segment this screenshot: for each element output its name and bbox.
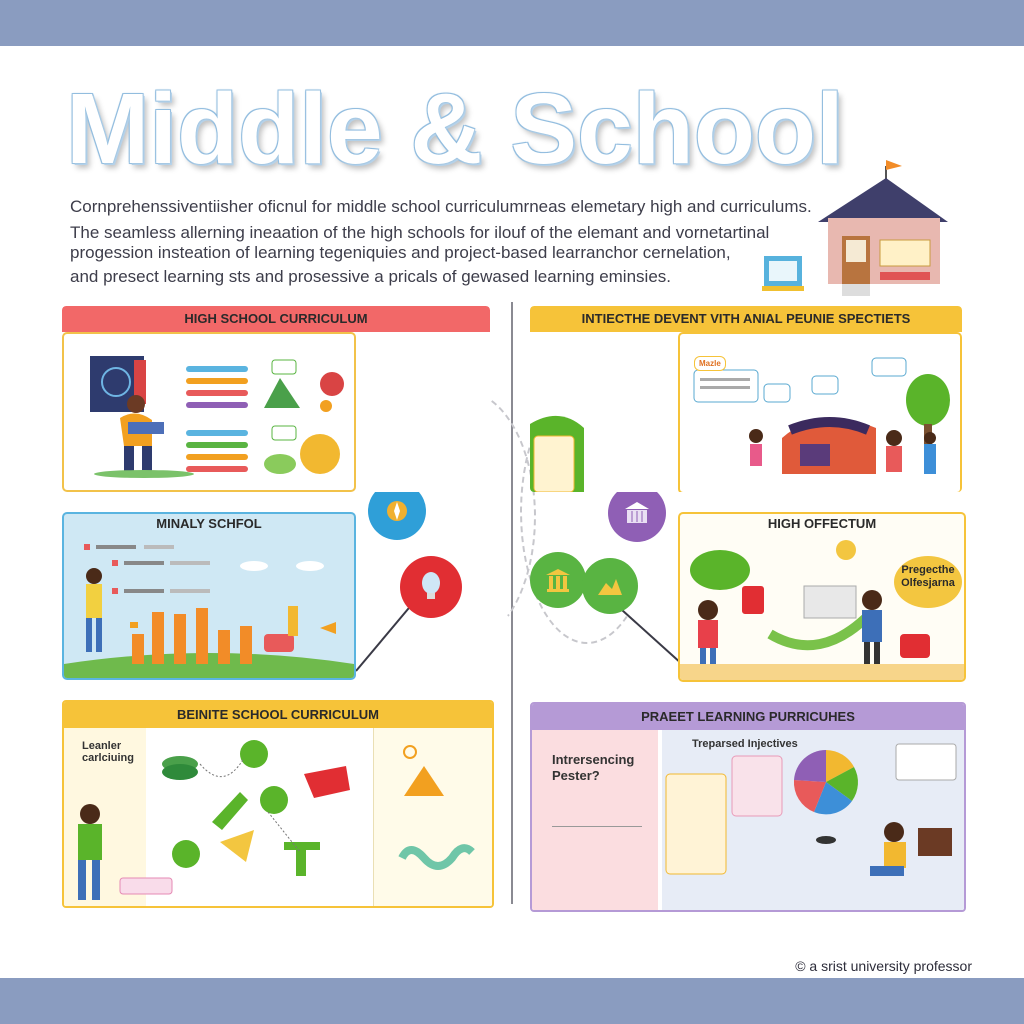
stripe: [186, 378, 248, 384]
speech-bubble: Pregecthe Olfesjarna: [901, 564, 955, 589]
right-column: [662, 730, 964, 910]
building-icon: [608, 484, 666, 542]
student-with-books-illustration: [64, 334, 354, 484]
panel-header: INTIECTHE DEVENT VITH ANIAL PEUNIE SPECTIETS: [530, 306, 962, 332]
bar: [240, 626, 252, 664]
panel-high-school-curriculum: [62, 306, 490, 492]
panel-header: PRAEET LEARNING PURRICUHES: [532, 704, 964, 730]
bottom-band: [0, 978, 1024, 1024]
bar: [152, 612, 164, 664]
bar: [196, 608, 208, 664]
lightbulb-icon: [400, 556, 462, 618]
flag-icon: [886, 160, 902, 170]
side-title: Leanler carlciuing: [82, 740, 134, 764]
bar-chart-illustration: [64, 514, 354, 678]
intro-line: The seamless allerning ineaation of the high schools for ilouf of the elemant and vornetartinal: [70, 223, 770, 242]
intro-line: Cornprehenssiventiisher oficnul for middle school curriculumrneas elemetary high and curriculums.: [70, 197, 812, 216]
bar: [218, 630, 230, 664]
panel-header: BEINITE SCHOOL CURRICULUM: [64, 702, 492, 728]
stripe: [186, 454, 248, 460]
left-column: [532, 730, 658, 910]
stripe: [186, 442, 248, 448]
intecthe-card: [678, 332, 962, 492]
columns-icon: [530, 552, 586, 608]
panel-praeet-learning: [530, 702, 966, 912]
notebook-illustration: [530, 306, 680, 492]
credit-text: © a srist university professor: [795, 958, 972, 974]
panel-high-offectum: [678, 512, 966, 682]
pie-and-student-illustration: [662, 730, 964, 910]
intro-line: progession insteation of learning tegeniquies and project-based learranchor cernelation,: [70, 243, 731, 262]
panel-intecthe: [530, 306, 962, 492]
bar: [132, 634, 144, 664]
stripe: [186, 466, 248, 472]
intro-line: and presect learning sts and prosessive a pricals of gewased learning eminsies.: [70, 267, 671, 286]
panel-header: MINALY SCHFOL: [156, 516, 262, 531]
speech-bubble: Mazle: [694, 356, 726, 371]
top-band: [0, 0, 1024, 46]
high-school-card: [62, 332, 356, 492]
stripe: [186, 390, 248, 396]
left-title: Intrersencing Pester?: [552, 752, 635, 783]
mountain-icon: [582, 558, 638, 614]
bar: [174, 614, 186, 664]
panel-header: HIGH SCHOOL CURRICULUM: [62, 306, 490, 332]
connector-line: [355, 598, 417, 671]
panel-header: HIGH OFFECTUM: [767, 516, 877, 531]
stripe: [186, 430, 248, 436]
students-walking-illustration: [680, 514, 964, 680]
panel-minaly-school: [62, 512, 356, 680]
flow-illustration: [64, 702, 492, 906]
mid-title: Treparsed Injectives: [692, 738, 798, 750]
page-title: Middle & School: [66, 73, 844, 185]
panel-beinite-school-curriculum: [62, 700, 494, 908]
school-house-illustration: [762, 156, 952, 298]
stripe: [186, 402, 248, 408]
stripe: [186, 366, 248, 372]
